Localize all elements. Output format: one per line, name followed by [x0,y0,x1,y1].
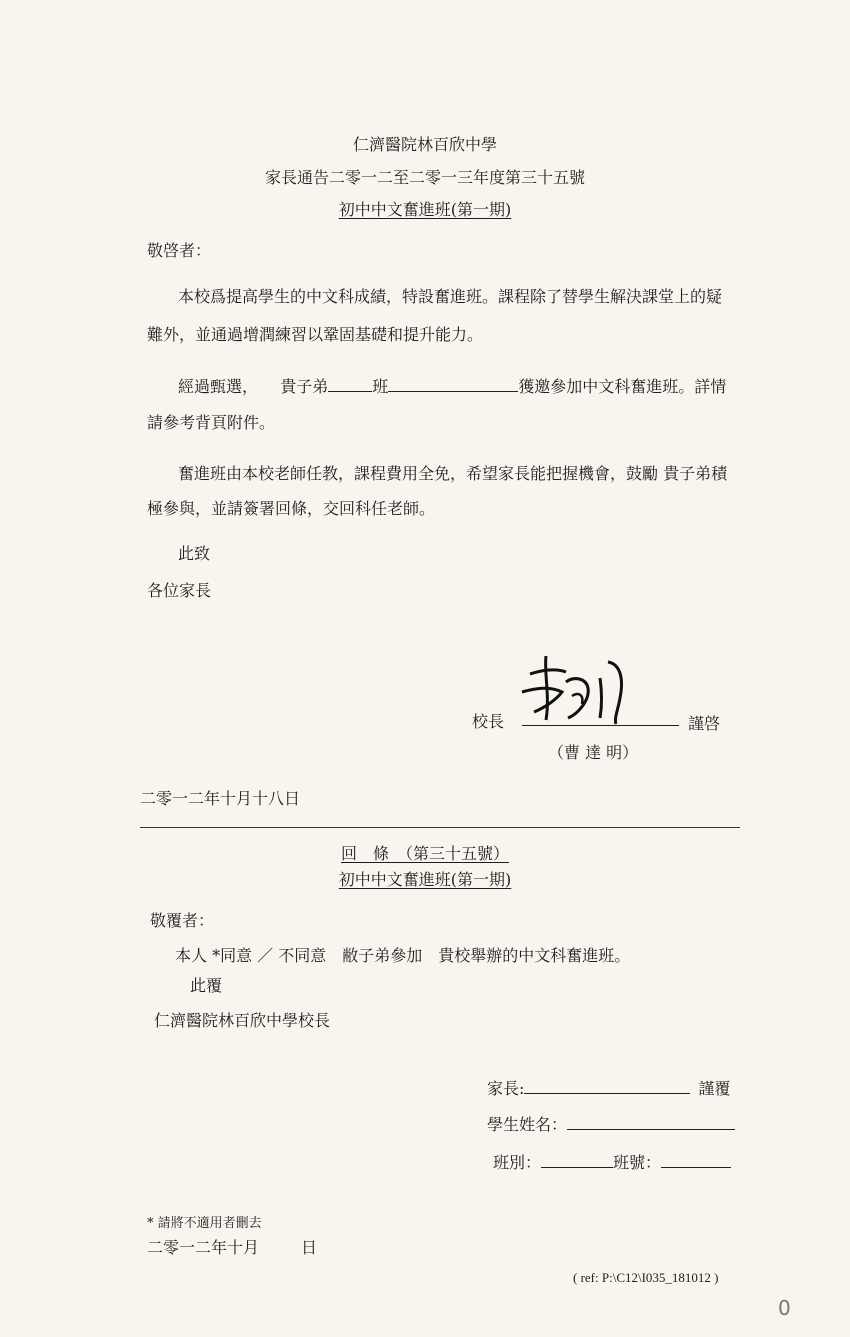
reply-date [147,1235,317,1258]
para3-line2: 極參與，並請簽署回條，交回科任老師。 [147,499,436,518]
closing-1: 此致 [178,544,211,563]
tear-off-divider [140,827,740,828]
reply-title-text: 回 條 （第三十五號） [340,844,509,863]
reply-addressee: 仁濟醫院林百欣中學校長 [154,1011,331,1030]
para3-line1: 奮進班由本校老師任教，課程費用全免，希望家長能把握機會，鼓勵 貴子弟積 [178,464,728,483]
reply-date-day: 日 [301,1238,318,1257]
salutation: 敬啓者： [147,241,212,260]
principal-suffix: 謹啓 [688,714,721,733]
para2-text-b: 貴子弟 [280,377,329,396]
notice-title: 家長通告二零一二至二零一三年度第三十五號 [264,168,585,187]
para2-line1 [178,368,726,406]
para1-line2: 難外，並通過增潤練習以鞏固基礎和提升能力。 [147,325,484,344]
principal-label: 校長 [472,712,505,731]
class-number-field [493,1150,731,1173]
parent-label: 家長: [487,1079,525,1098]
reply-subject [0,867,850,890]
principal-signature-line [522,725,679,726]
class-blank-reply[interactable] [541,1153,613,1168]
class-blank [328,377,372,392]
class-label: 班別： [493,1153,542,1172]
reply-date-text: 二零一二年十月 [147,1238,260,1257]
reply-subject-text: 初中中文奮進班(第一期) [338,870,512,889]
principal-signature [516,648,634,728]
reply-title [0,841,850,864]
number-blank[interactable] [661,1153,731,1168]
notice-subject-text: 初中中文奮進班(第一期) [338,200,512,219]
school-name: 仁濟醫院林百欣中學 [352,135,497,154]
student-name-blank[interactable] [567,1115,735,1130]
principal-name: （曹 達 明） [548,743,639,762]
name-blank [388,377,518,392]
para2-text-a: 經過甄選， [178,377,259,396]
reference-code: ( ref: P:\C12\I035_181012 ) [573,1270,719,1285]
student-name-label: 學生姓名： [487,1115,568,1134]
student-name-field [487,1112,735,1135]
reply-salutation: 敬覆者： [150,911,215,930]
parent-field [487,1076,730,1099]
closing-2: 各位家長 [147,581,212,600]
reply-body: 本人 *同意 ／ 不同意 敝子弟參加 貴校舉辦的中文科奮進班。 [175,946,631,965]
parent-signature-blank[interactable] [524,1079,690,1094]
parent-suffix: 謹覆 [698,1079,731,1098]
notice-subject [0,197,850,220]
para1-line1: 本校爲提高學生的中文科成績，特設奮進班。課程除了替學生解決課堂上的疑 [178,287,723,306]
reply-closing: 此覆 [190,976,223,995]
delete-note: * 請將不適用者刪去 [147,1216,262,1231]
page-mark: 0 [778,1296,791,1320]
para2-text-c: 班 [372,377,389,396]
number-label: 班號： [613,1153,662,1172]
notice-date: 二零一二年十月十八日 [140,789,301,808]
para2-line2: 請參考背頁附件。 [147,413,276,432]
para2-text-d: 獲邀參加中文科奮進班。詳情 [518,377,727,396]
